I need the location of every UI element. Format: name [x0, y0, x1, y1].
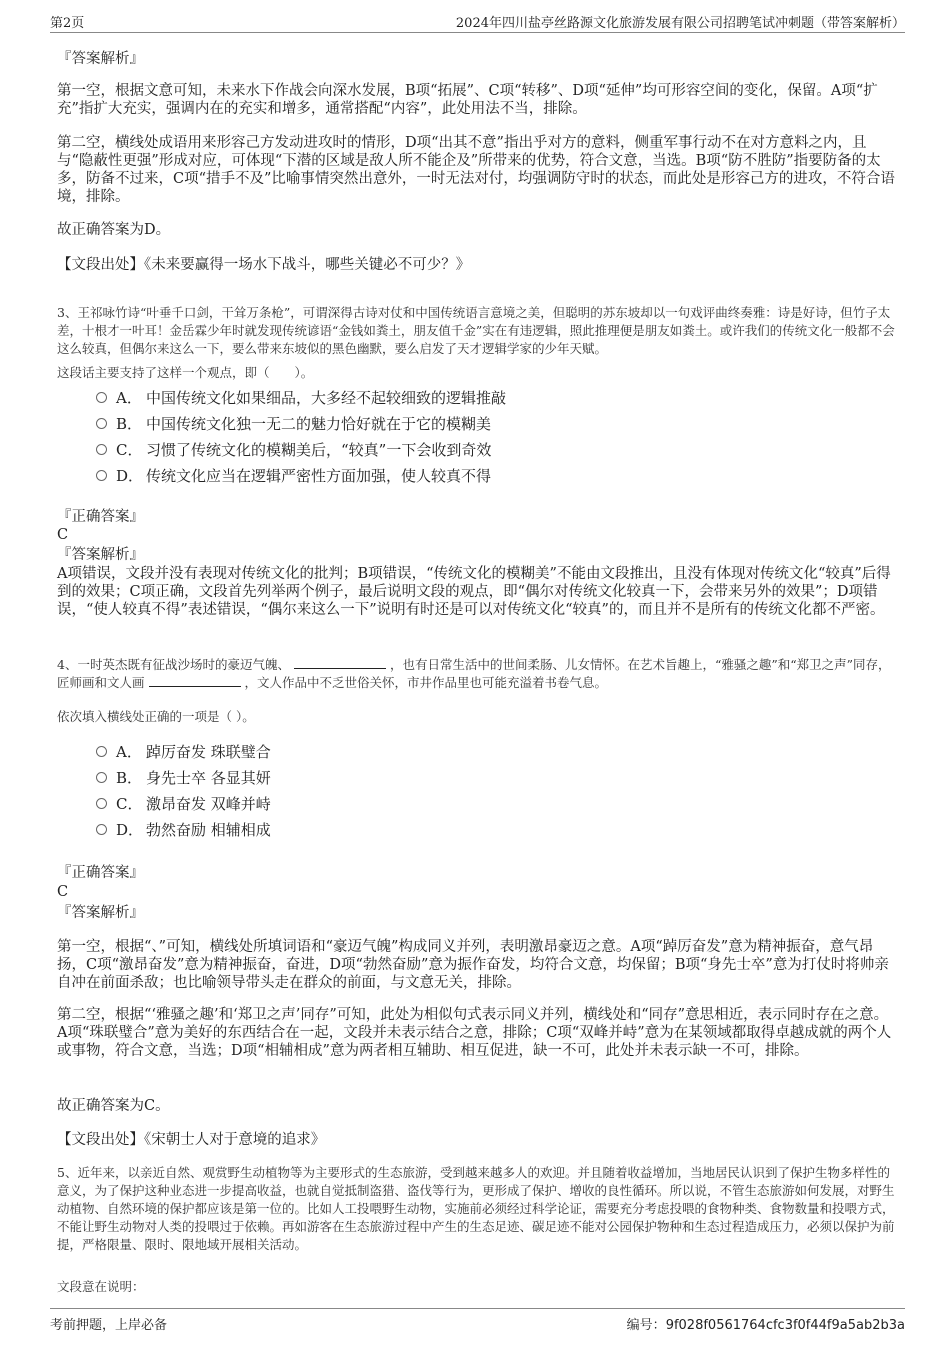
q3-stem: 3、王祁咏竹诗“叶垂千口剑，干耸万条枪”，可谓深得古诗对仗和中国传统语言意境之美，但聪明的苏东坡却以一句戏评曲终奏雅：诗是好诗，但竹子太差，十根才一叶耳！金岳霖少年时就发现传统谚语“金钱如粪土，朋友值千金”实在有违逻辑，照此推理便是朋友如粪土。或许我们的传统文化一般都不会这么较真，但偶尔来这么一下，要么带来东坡似的黑色幽默，要么启发了天才逻辑学家的少年天赋。 [57, 305, 895, 356]
q3-answer-label: 『正确答案』 [57, 509, 144, 525]
q4-option-b[interactable]: B． 身先士卒 各显其妍 [96, 768, 271, 788]
q4-conclusion: 故正确答案为C。 [57, 1098, 170, 1114]
q5-stem: 5、近年来，以亲近自然、观赏野生动植物等为主要形式的生态旅游，受到越来越多人的欢迎。并且随着收益增加，当地居民认识到了保护生物多样性的意义，为了保护这种业态进一步提高收益，也就自觉抵制盗猎、盗伐等行为，更形成了保护、增收的良性循环。所以说，不管生态旅游如何发展，对野生动植物、自然环境的保护都应该是第一位的。比如人工投喂野生动物，实施前必须经过科学论证，需要充分考虑投喂的食物种类、食物数量和投喂方式，不能让野生动物对人类的投喂过于依赖。再如游客在生态旅游过程中产生的生态足迹、碳足迹不能对公园保护物种和生态过程造成压力，必须以保护为前提，严格限量、限时、限地域开展相关活动。 [57, 1165, 895, 1252]
radio-icon[interactable] [96, 824, 107, 835]
q3-option-a[interactable]: A． 中国传统文化如果细品，大多经不起较细致的逻辑推敲 [96, 388, 506, 408]
q2-analysis-label: 『答案解析』 [57, 51, 144, 67]
document-title: 2024年四川盐亭丝路源文化旅游发展有限公司招聘笔试冲刺题（带答案解析） [455, 16, 905, 31]
q4-answer-label: 『正确答案』 [57, 865, 144, 881]
q4-source: 【文段出处】《宋朝士人对于意境的追求》 [57, 1132, 326, 1148]
page-footer [50, 1308, 905, 1331]
q2-analysis-para2: 第二空，横线处成语用来形容己方发动进攻时的情形，D项“出其不意”指出乎对方的意料，侧重军事行动不在对方意料之内，且与“隐蔽性更强”形成对应，可体现“下潜的区域是敌人所不能企及”所带来的优势，符合文意，当选。B项“防不胜防”指要防备的太多，防备不过来，C项“措手不及”比喻事情突然出意外，一时无法对付，均强调防守时的状态，而此处是形容己方的进攻，不符合语境，排除。 [57, 135, 895, 205]
radio-icon[interactable] [96, 444, 107, 455]
radio-icon[interactable] [96, 798, 107, 809]
q4-answer: C [57, 884, 69, 900]
q4-question: 依次填入横线处正确的一项是（ ）。 [57, 709, 255, 724]
radio-icon[interactable] [96, 746, 107, 757]
q4-option-d[interactable]: D． 勃然奋励 相辅相成 [96, 820, 271, 840]
q4-analysis-para2: 第二空，根据“‘雅骚之趣’和‘郑卫之声’同存”可知，此处为相似句式表示同义并列，横线处和“同存”意思相近，表示同时存在之意。A项“珠联璧合”意为美好的东西结合在一起，文段并未表示结合之意，排除；C项“双峰并峙”意为在某领域都取得卓越成就的两个人或事物，符合文意，当选；D项“相辅相成”意为两者相互辅助、相互促进，缺一不可，此处并未表示缺一不可，排除。 [57, 1007, 892, 1059]
q2-conclusion: 故正确答案为D。 [57, 222, 171, 238]
radio-icon[interactable] [96, 470, 107, 481]
q3-option-d[interactable]: D． 传统文化应当在逻辑严密性方面加强，使人较真不得 [96, 466, 491, 486]
fill-blank-2 [149, 674, 241, 687]
footer-slogan: 考前押题，上岸必备 [50, 1318, 168, 1333]
q3-option-b[interactable]: B． 中国传统文化独一无二的魅力恰好就在于它的模糊美 [96, 414, 491, 434]
radio-icon[interactable] [96, 418, 107, 429]
radio-icon[interactable] [96, 772, 107, 783]
q3-question: 这段话主要支持了这样一个观点，即（ ）。 [57, 365, 314, 380]
q3-option-c[interactable]: C． 习惯了传统文化的模糊美后，“较真”一下会收到奇效 [96, 440, 491, 460]
q5-question: 文段意在说明： [57, 1279, 145, 1294]
q4-analysis-label: 『答案解析』 [57, 905, 144, 921]
q2-source: 【文段出处】《未来要赢得一场水下战斗，哪些关键必不可少？》 [57, 257, 471, 273]
q4-stem: 4、一时英杰既有征战沙场时的豪迈气魄、 ，也有日常生活中的世间柔肠、儿女情怀。在艺术旨趣上，“雅骚之趣”和“郑卫之声”同存，匠师画和文人画 ，文人作品中不乏世俗关怀，市井作品里也可能充溢着书卷气息。 [57, 657, 891, 690]
q2-analysis-para1: 第一空，根据文意可知，未来水下作战会向深水发展，B项“拓展”、C项“转移”、D项“延伸”均可形容空间的变化，保留。A项“扩充”指扩大充实，强调内在的充实和增多，通常搭配“内容”，此处用法不当，排除。 [57, 83, 878, 117]
q3-analysis: A项错误，文段并没有表现对传统文化的批判；B项错误，“传统文化的模糊美”不能由文段推出，且没有体现对传统文化“较真”后得到的效果；C项正确，文段首先列举两个例子，最后说明文段的观点，即“偶尔对传统文化较真一下，会带来另外的效果”；D项错误，“使人较真不得”表述错误，“偶尔来这么一下”说明有时还是可以对传统文化“较真”的，而且并不是所有的传统文化都不严密。 [57, 566, 891, 618]
document-code: 编号：9f028f0561764cfc3f0f44f9a5ab2b3a [626, 1318, 905, 1333]
q4-analysis-para1: 第一空，根据“、”可知，横线处所填词语和“豪迈气魄”构成同义并列，表明激昂豪迈之意。A项“踔厉奋发”意为精神振奋，意气昂扬，C项“激昂奋发”意为精神振奋，奋进，D项“勃然奋励”意为振作奋发，均符合文意，均保留；B项“身先士卒”意为打仗时将帅亲自冲在前面杀敌；也比喻领导带头走在群众的前面，与文意无关，排除。 [57, 939, 889, 991]
page-number: 第2页 [50, 16, 85, 31]
q3-analysis-label: 『答案解析』 [57, 547, 144, 563]
q4-option-c[interactable]: C． 激昂奋发 双峰并峙 [96, 794, 271, 814]
radio-icon[interactable] [96, 392, 107, 403]
fill-blank-1 [294, 656, 386, 669]
page-header [50, 10, 905, 33]
q3-answer: C [57, 527, 69, 543]
q4-option-a[interactable]: A． 踔厉奋发 珠联璧合 [96, 742, 271, 762]
